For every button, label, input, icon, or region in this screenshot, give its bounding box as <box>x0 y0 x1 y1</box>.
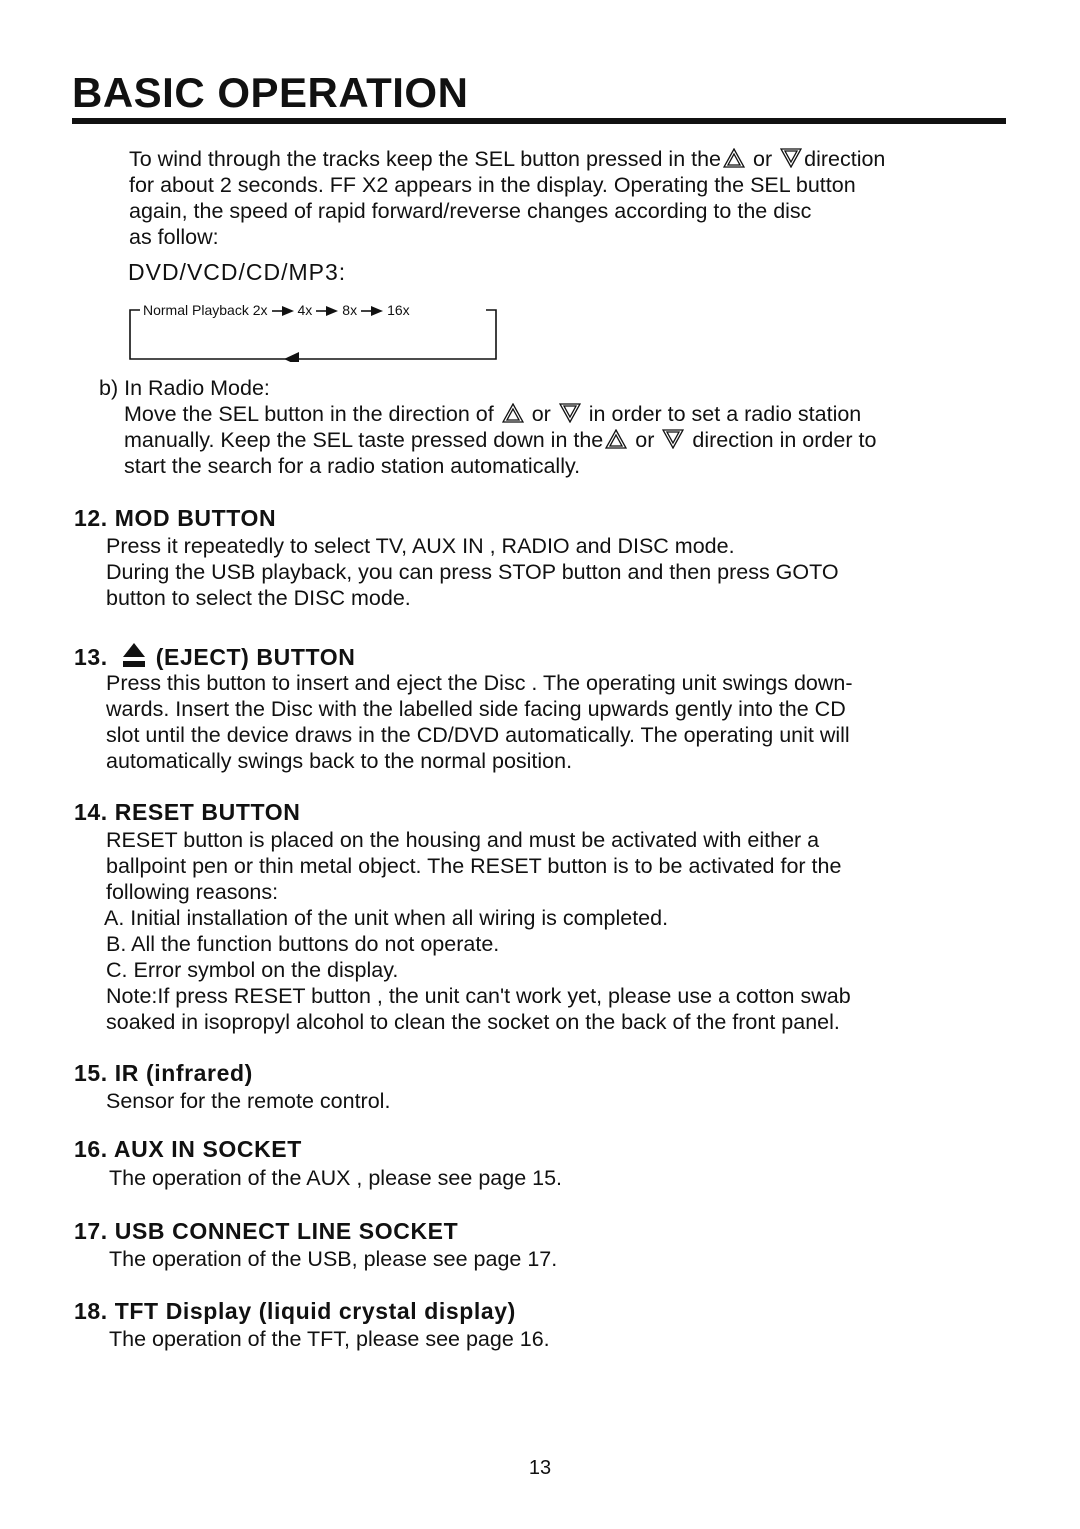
eject-line: automatically swings back to the normal position. <box>106 749 573 773</box>
down-arrow-icon <box>662 429 684 449</box>
ir-line: Sensor for the remote control. <box>106 1089 391 1113</box>
radio-line-1 <box>124 401 861 427</box>
reset-line: following reasons: <box>106 880 279 904</box>
playback-speed-diagram <box>129 300 499 362</box>
tft-line: The operation of the TFT, please see page 16. <box>109 1327 550 1351</box>
down-arrow-icon <box>559 403 581 423</box>
sequence-step: 4x <box>297 302 313 318</box>
page-title: BASIC OPERATION <box>72 69 469 116</box>
aux-heading: 16. AUX IN SOCKET <box>74 1136 302 1162</box>
eject-button-heading <box>74 642 355 670</box>
eject-line: slot until the device draws in the CD/DVD automatically. The operating unit will <box>106 723 850 747</box>
radio-text: Move the SEL button in the direction of <box>124 402 494 426</box>
reset-note: Note:If press RESET button , the unit can't work yet, please use a cotton swab <box>106 984 851 1008</box>
reset-button-heading: 14. RESET BUTTON <box>74 799 301 825</box>
reset-reason-b: B. All the function buttons do not operate. <box>106 932 500 956</box>
mod-button-heading: 12. MOD BUTTON <box>74 505 277 531</box>
sequence-start: Normal Playback 2x <box>143 302 268 318</box>
up-arrow-icon <box>605 429 627 449</box>
formats-label: DVD/VCD/CD/MP3: <box>128 259 347 285</box>
intro-line-3: again, the speed of rapid forward/reverse changes according to the disc <box>129 199 812 223</box>
loop-return-arrow <box>284 352 299 362</box>
aux-line: The operation of the AUX , please see page 15. <box>109 1166 563 1190</box>
eject-icon <box>122 642 146 668</box>
intro-line-4: as follow: <box>129 225 219 249</box>
page-number: 13 <box>528 1457 552 1479</box>
radio-line-3: start the search for a radio station automatically. <box>124 454 581 478</box>
mod-line: Press it repeatedly to select TV, AUX IN , RADIO and DISC mode. <box>106 534 735 558</box>
ir-heading: 15. IR (infrared) <box>74 1060 253 1086</box>
up-arrow-icon <box>723 148 745 168</box>
radio-text: manually. Keep the SEL taste pressed down in the <box>124 428 604 452</box>
intro-text: To wind through the tracks keep the SEL button pressed in the <box>129 147 722 171</box>
reset-note: soaked in isopropyl alcohol to clean the socket on the back of the front panel. <box>106 1010 840 1034</box>
radio-mode-heading: b) In Radio Mode: <box>99 376 270 400</box>
reset-line: ballpoint pen or thin metal object. The RESET button is to be activated for the <box>106 854 842 878</box>
right-arrow-icon <box>316 306 338 316</box>
usb-heading: 17. USB CONNECT LINE SOCKET <box>74 1218 459 1244</box>
sequence-step: 16x <box>387 302 410 318</box>
sequence-step: 8x <box>342 302 358 318</box>
radio-line-2 <box>124 427 876 453</box>
eject-line: Press this button to insert and eject the Disc . The operating unit swings down- <box>106 671 853 695</box>
intro-line-2: for about 2 seconds. FF X2 appears in the display. Operating the SEL button <box>129 173 856 197</box>
or-text: or <box>531 402 551 426</box>
eject-heading-text: (EJECT) BUTTON <box>155 644 356 670</box>
radio-text: direction in order to <box>692 428 877 452</box>
usb-line: The operation of the USB, please see page 17. <box>109 1247 558 1271</box>
eject-heading-number: 13. <box>74 644 108 670</box>
right-arrow-icon <box>272 306 294 316</box>
up-arrow-icon <box>502 403 524 423</box>
reset-reason-a: A. Initial installation of the unit when all wiring is completed. <box>104 906 669 930</box>
intro-line-1 <box>129 146 885 172</box>
or-text: or <box>753 147 773 171</box>
eject-line: wards. Insert the Disc with the labelled side facing upwards gently into the CD <box>106 697 846 721</box>
reset-line: RESET button is placed on the housing and must be activated with either a <box>106 828 820 852</box>
right-arrow-icon <box>361 306 383 316</box>
title-rule <box>72 118 1006 124</box>
reset-reason-c: C. Error symbol on the display. <box>106 958 399 982</box>
radio-text: in order to set a radio station <box>588 402 862 426</box>
down-arrow-icon <box>780 148 802 168</box>
mod-line: button to select the DISC mode. <box>106 586 411 610</box>
mod-line: During the USB playback, you can press STOP button and then press GOTO <box>106 560 839 584</box>
or-text: or <box>635 428 655 452</box>
intro-text: direction <box>804 147 886 171</box>
tft-heading: 18. TFT Display (liquid crystal display) <box>74 1298 516 1324</box>
playback-sequence <box>143 302 410 318</box>
